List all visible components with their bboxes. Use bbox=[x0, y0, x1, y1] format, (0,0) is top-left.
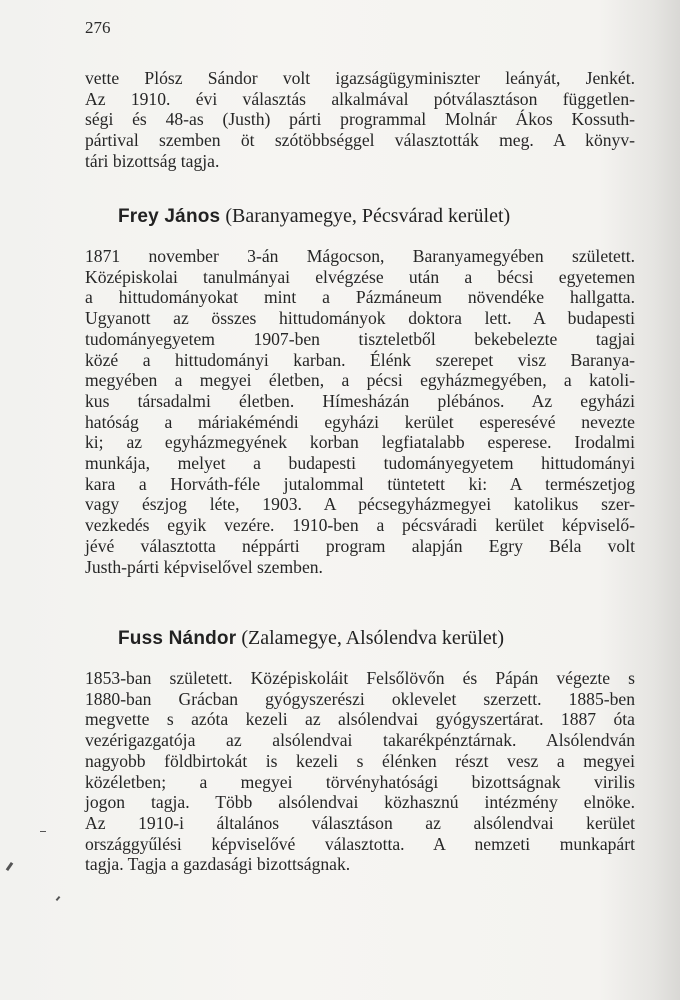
text-line: kara a Horváth-féle jutalommal tüntetett ki: A természetjog bbox=[85, 473, 635, 494]
text-line: kus társadalmi életben. Hímesházán plébános. Az egyházi bbox=[85, 390, 635, 411]
text-line: országgyűlési képviselővé választotta. A nemzeti munkapárt bbox=[85, 833, 635, 854]
text-line: tagja. Tagja a gazdasági bizottságnak. bbox=[85, 854, 351, 875]
text-line: ségi és 48-as (Justh) párti programmal Molnár Ákos Kossuth- bbox=[85, 109, 635, 130]
text-line: 1853-ban született. Középiskoláit Felsőlövőn és Pápán végezte s bbox=[85, 668, 635, 688]
entry-name: Frey János bbox=[118, 206, 221, 227]
text-line: vezérigazgatója az alsólendvai takarékpénztárnak. Alsólendván bbox=[85, 730, 635, 751]
text-line: pártival szemben öt szótöbbséggel választották meg. A könyv- bbox=[85, 130, 635, 151]
text-line: Középiskolai tanulmányai elvégzése után a bécsi egyetemen bbox=[85, 266, 635, 287]
text-line: Ugyanott az összes hittudományok doktora lett. A budapesti bbox=[85, 308, 635, 329]
text-line: megvette s azóta kezeli az alsólendvai gyógyszertárat. 1887 óta bbox=[85, 709, 635, 730]
text-line: nagyobb földbirtokát is kezeli s élénken részt vesz a megyei bbox=[85, 750, 635, 771]
text-line: tudományegyetem 1907-ben tiszteletből bekebelezte tagjai bbox=[85, 328, 635, 349]
text-line: hatóság a máriakéméndi egyházi kerület esperesévé nevezte bbox=[85, 411, 635, 432]
scan-speck bbox=[56, 896, 61, 901]
text-line: közé a hittudományi karban. Élénk szerepet visz Baranya- bbox=[85, 349, 635, 370]
text-line: 1880-ban Grácban gyógyszerészi oklevelet szerzett. 1885-ben bbox=[85, 688, 635, 709]
text-line: a hittudományokat mint a Pázmáneum növendéke hallgatta. bbox=[85, 287, 635, 308]
entry-body-fuss bbox=[85, 668, 635, 875]
intro-paragraph bbox=[85, 68, 635, 172]
text-line: Justh-párti képviselővel szemben. bbox=[85, 556, 323, 577]
text-line: Az 1910. évi választás alkalmával pótválasztáson független- bbox=[85, 88, 635, 109]
scan-speck bbox=[40, 831, 46, 832]
page-number: 276 bbox=[85, 18, 111, 37]
text-line: ki; az egyházmegyének korban legfiatalabb esperese. Irodalmi bbox=[85, 432, 635, 453]
text-line: közéletben; a megyei törvényhatósági bizottságnak virilis bbox=[85, 771, 635, 792]
text-line: jogon tagja. Több alsólendvai közhasznú intézmény elnöke. bbox=[85, 792, 635, 813]
entry-district: (Baranyamegye, Pécsvárad kerület) bbox=[225, 205, 511, 227]
text-line: Az 1910-i általános választáson az alsólendvai kerület bbox=[85, 812, 635, 833]
entry-district: (Zalamegye, Alsólendva kerület) bbox=[241, 627, 505, 649]
entry-body-frey bbox=[85, 246, 635, 577]
text-line: jévé választotta néppárti program alapján Egry Béla volt bbox=[85, 535, 635, 556]
text-line: 1871 november 3-án Mágocson, Baranyamegyében született. bbox=[85, 246, 635, 266]
text-line: megyében a megyei életben, a pécsi egyházmegyében, a katoli- bbox=[85, 370, 635, 391]
text-line: vagy észjog léte, 1903. A pécsegyházmegyei katolikus szer- bbox=[85, 494, 635, 515]
text-line: tári bizottság tagja. bbox=[85, 150, 220, 171]
text-line: vezkedés egyik vezére. 1910-ben a pécsváradi kerület képviselő- bbox=[85, 515, 635, 536]
entry-heading-fuss bbox=[118, 627, 504, 650]
entry-heading-frey bbox=[118, 205, 510, 228]
text-line: munkája, melyet a budapesti tudományegyetem hittudományi bbox=[85, 453, 635, 474]
text-line: vette Plósz Sándor volt igazságügyminiszter leányát, Jenkét. bbox=[85, 68, 635, 88]
entry-name: Fuss Nándor bbox=[118, 628, 237, 649]
scan-speck bbox=[6, 862, 14, 871]
